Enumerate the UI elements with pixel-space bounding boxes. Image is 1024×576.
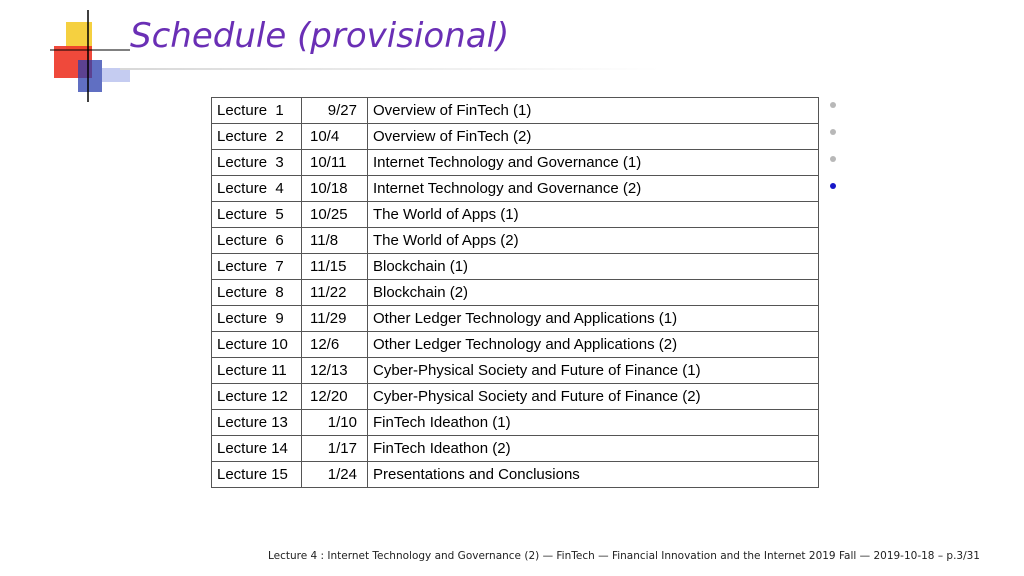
lecture-number-cell: Lecture 11 [212,358,302,384]
schedule-row [212,306,819,332]
lecture-number-cell: Lecture 3 [212,150,302,176]
title-divider [120,68,660,70]
lecture-number-cell: Lecture 14 [212,436,302,462]
schedule-row [212,254,819,280]
lecture-topic-cell: Overview of FinTech (2) [368,124,819,150]
lecture-topic-cell: Other Ledger Technology and Applications (1) [368,306,819,332]
schedule-row [212,410,819,436]
lecture-number-cell: Lecture 15 [212,462,302,488]
lecture-date-cell: 12/13 [302,358,368,384]
lecture-date-cell: 11/22 [302,280,368,306]
schedule-row [212,332,819,358]
lecture-date-cell: 10/25 [302,202,368,228]
lecture-date-cell: 11/29 [302,306,368,332]
lecture-topic-cell: Presentations and Conclusions [368,462,819,488]
lecture-date-cell: 10/11 [302,150,368,176]
schedule-row [212,228,819,254]
lecture-topic-cell: Cyber-Physical Society and Future of Finance (1) [368,358,819,384]
lecture-topic-cell: Cyber-Physical Society and Future of Finance (2) [368,384,819,410]
lecture-date-cell: 11/15 [302,254,368,280]
lecture-topic-cell: Overview of FinTech (1) [368,98,819,124]
lecture-date-cell: 12/6 [302,332,368,358]
schedule-row [212,462,819,488]
color-squares-logo [50,10,130,102]
lecture-number-cell: Lecture 1 [212,98,302,124]
lecture-date-cell: 12/20 [302,384,368,410]
lecture-topic-cell: The World of Apps (2) [368,228,819,254]
schedule-row [212,150,819,176]
lecture-number-cell: Lecture 10 [212,332,302,358]
lecture-topic-cell: Internet Technology and Governance (1) [368,150,819,176]
schedule-row [212,358,819,384]
lecture-number-cell: Lecture 8 [212,280,302,306]
lecture-date-cell: 9/27 [302,98,368,124]
lecture-date-cell: 1/10 [302,410,368,436]
schedule-row [212,384,819,410]
nav-dot[interactable] [830,102,836,108]
slide-navigation-dots [830,102,836,210]
schedule-row [212,202,819,228]
lecture-number-cell: Lecture 13 [212,410,302,436]
lecture-topic-cell: FinTech Ideathon (1) [368,410,819,436]
lecture-number-cell: Lecture 12 [212,384,302,410]
lecture-topic-cell: The World of Apps (1) [368,202,819,228]
lecture-number-cell: Lecture 6 [212,228,302,254]
lecture-topic-cell: Internet Technology and Governance (2) [368,176,819,202]
nav-dot[interactable] [830,129,836,135]
lecture-date-cell: 1/17 [302,436,368,462]
nav-dot-active[interactable] [830,183,836,189]
lecture-topic-cell: FinTech Ideathon (2) [368,436,819,462]
slide-title: Schedule (provisional) [130,16,510,56]
schedule-row [212,280,819,306]
lecture-number-cell: Lecture 9 [212,306,302,332]
lecture-date-cell: 1/24 [302,462,368,488]
schedule-row [212,98,819,124]
lecture-topic-cell: Other Ledger Technology and Applications (2) [368,332,819,358]
lecture-topic-cell: Blockchain (2) [368,280,819,306]
lecture-topic-cell: Blockchain (1) [368,254,819,280]
schedule-row [212,124,819,150]
lecture-number-cell: Lecture 4 [212,176,302,202]
nav-dot[interactable] [830,156,836,162]
lecture-number-cell: Lecture 7 [212,254,302,280]
schedule-table [211,97,819,488]
lecture-number-cell: Lecture 5 [212,202,302,228]
lecture-date-cell: 10/18 [302,176,368,202]
schedule-row [212,176,819,202]
slide-footer: Lecture 4 : Internet Technology and Governance (2) — FinTech — Financial Innovation and the Internet 2019 Fall — 2019-10-18 – p.3/31 [267,550,980,562]
lecture-number-cell: Lecture 2 [212,124,302,150]
schedule-row [212,436,819,462]
lecture-date-cell: 11/8 [302,228,368,254]
lecture-date-cell: 10/4 [302,124,368,150]
